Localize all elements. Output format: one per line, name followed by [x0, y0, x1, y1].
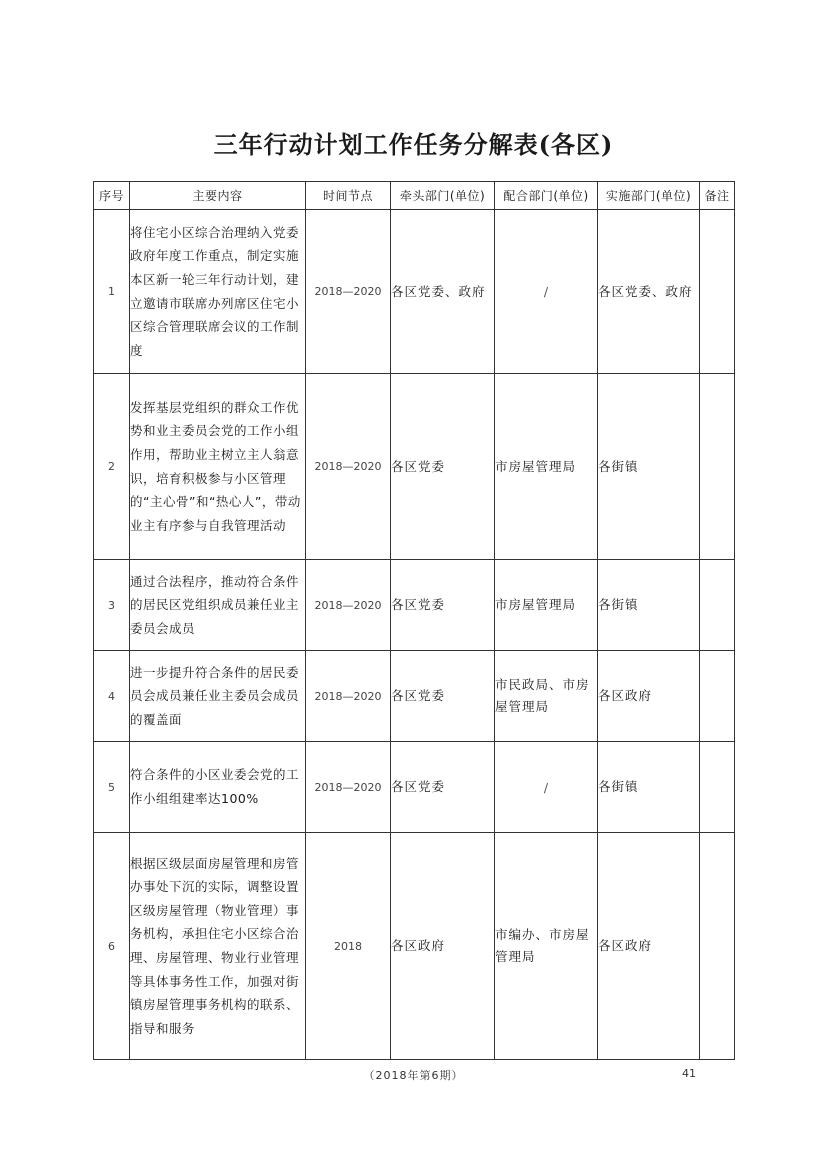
row-lead-dept: 各区党委 — [391, 560, 495, 651]
row-index: 5 — [94, 742, 130, 833]
row-index: 3 — [94, 560, 130, 651]
row-time: 2018—2020 — [306, 742, 391, 833]
row-note — [700, 742, 735, 833]
row-impl-dept: 各街镇 — [598, 742, 700, 833]
row-impl-dept: 各街镇 — [598, 374, 700, 560]
row-time: 2018—2020 — [306, 210, 391, 374]
row-impl-dept: 各区政府 — [598, 833, 700, 1060]
table-row — [94, 210, 735, 374]
row-index: 2 — [94, 374, 130, 560]
issue-label: （2018年第6期） — [363, 1069, 464, 1082]
row-lead-dept: 各区政府 — [391, 833, 495, 1060]
table-row — [94, 560, 735, 651]
row-lead-dept: 各区党委 — [391, 651, 495, 742]
row-content: 根据区级层面房屋管理和房管办事处下沉的实际，调整设置区级房屋管理（物业管理）事务机构，承担住宅小区综合治理、房屋管理、物业行业管理等具体事务性工作，加强对街镇房屋管理事务机构的联系、指导和服务 — [130, 833, 306, 1060]
row-coop-dept: / — [495, 742, 598, 833]
header-content: 主要内容 — [130, 182, 306, 210]
row-lead-dept: 各区党委 — [391, 742, 495, 833]
row-impl-dept: 各街镇 — [598, 560, 700, 651]
row-coop-dept: / — [495, 210, 598, 374]
row-lead-dept: 各区党委 — [391, 374, 495, 560]
row-note — [700, 833, 735, 1060]
row-index: 4 — [94, 651, 130, 742]
row-time: 2018 — [306, 833, 391, 1060]
row-time: 2018—2020 — [306, 560, 391, 651]
page-number: 41 — [682, 1067, 696, 1080]
table-row — [94, 651, 735, 742]
row-coop-dept: 市民政局、市房屋管理局 — [495, 651, 598, 742]
row-coop-dept: 市房屋管理局 — [495, 374, 598, 560]
task-table — [93, 181, 735, 1060]
row-index: 6 — [94, 833, 130, 1060]
header-index: 序号 — [94, 182, 130, 210]
row-coop-dept: 市房屋管理局 — [495, 560, 598, 651]
row-note — [700, 210, 735, 374]
row-note — [700, 651, 735, 742]
row-time: 2018—2020 — [306, 374, 391, 560]
row-impl-dept: 各区党委、政府 — [598, 210, 700, 374]
row-content: 进一步提升符合条件的居民委员会成员兼任业主委员会成员的覆盖面 — [130, 651, 306, 742]
row-coop-dept: 市编办、市房屋管理局 — [495, 833, 598, 1060]
page-title: 三年行动计划工作任务分解表(各区) — [213, 130, 614, 159]
header-note: 备注 — [700, 182, 735, 210]
row-impl-dept: 各区政府 — [598, 651, 700, 742]
row-note — [700, 374, 735, 560]
table-row — [94, 833, 735, 1060]
row-note — [700, 560, 735, 651]
row-time: 2018—2020 — [306, 651, 391, 742]
row-lead-dept: 各区党委、政府 — [391, 210, 495, 374]
header-lead-dept: 牵头部门(单位) — [391, 182, 495, 210]
row-content: 将住宅小区综合治理纳入党委政府年度工作重点，制定实施本区新一轮三年行动计划，建立邀请市联席办列席区住宅小区综合管理联席会议的工作制度 — [130, 210, 306, 374]
header-impl-dept: 实施部门(单位) — [598, 182, 700, 210]
header-time: 时间节点 — [306, 182, 391, 210]
row-content: 符合条件的小区业委会党的工作小组组建率达100% — [130, 742, 306, 833]
table-row — [94, 374, 735, 560]
table-header-row — [94, 182, 735, 210]
table-row — [94, 742, 735, 833]
row-content: 通过合法程序，推动符合条件的居民区党组织成员兼任业主委员会成员 — [130, 560, 306, 651]
row-content: 发挥基层党组织的群众工作优势和业主委员会党的工作小组作用，帮助业主树立主人翁意识，培育积极参与小区管理的“主心骨”和“热心人”，带动业主有序参与自我管理活动 — [130, 374, 306, 560]
header-coop-dept: 配合部门(单位) — [495, 182, 598, 210]
row-index: 1 — [94, 210, 130, 374]
